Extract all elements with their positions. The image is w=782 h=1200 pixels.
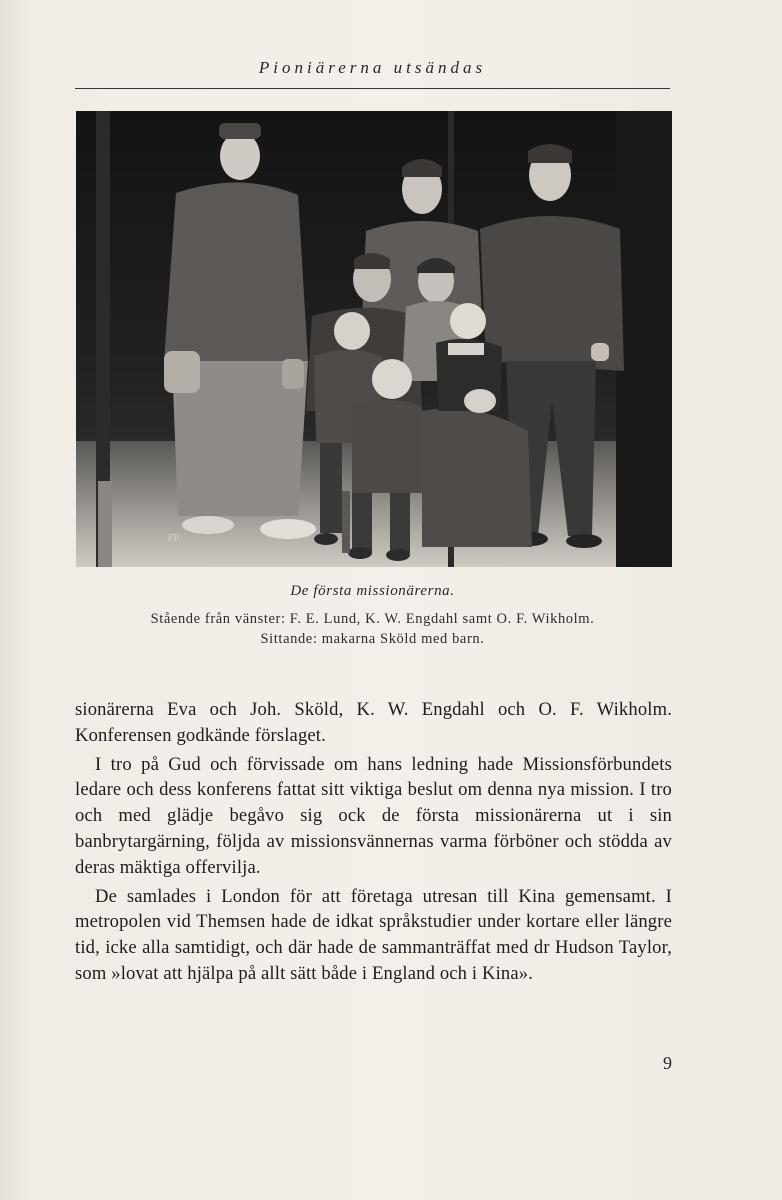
running-head: Pioniärerna utsändas (258, 58, 487, 77)
header-rule (75, 88, 670, 89)
paragraph-3: De samlades i London för att företaga utresan till Kina gemensamt. I metropolen vid Themsen hade de idkat språkstudier under kortare eller längre tid, icke alla samtidigt, och där hade de sammanträffat med dr Hudson Taylor, som »lovat att hjälpa på allt sätt både i England och i Kina». (75, 885, 672, 984)
paragraph-2: I tro på Gud och förvissade om hans ledning hade Missionsförbundets ledare och dess konferens fattat sitt viktiga beslut om denna nya mission. I tro och med glädje begåvo sig ock de första missionärerna ut i sin banbrytargärning, följda av missionsvännernas varma förböner och stödda av deras mäktiga offervilja. (75, 753, 672, 878)
caption-line-standing: Stående från vänster: F. E. Lund, K. W. Engdahl samt O. F. Wikholm. (150, 611, 595, 627)
body-text (75, 697, 672, 987)
photographer-signature: FP (168, 533, 180, 544)
paragraph-1: sionärerna Eva och Joh. Sköld, K. W. Engdahl och O. F. Wikholm. Konferensen godkände förslaget. (75, 699, 672, 746)
caption-line-seated: Sittande: makarna Sköld med barn. (260, 631, 485, 647)
group-photograph (76, 111, 672, 567)
page-number: 9 (663, 1053, 672, 1073)
photo-illustration (76, 111, 672, 567)
caption-title: De första missionärerna. (290, 583, 455, 599)
